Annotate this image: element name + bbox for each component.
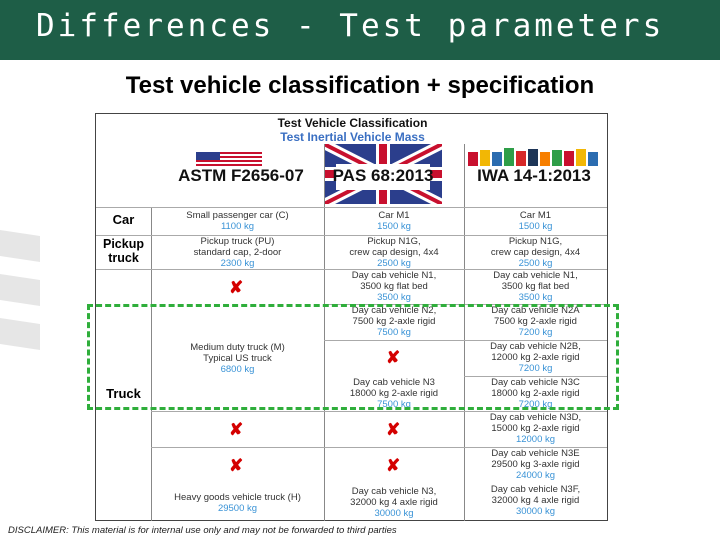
cell-iwa-n3e: Day cab vehicle N3E 29500 kg 3-axle rigid 24000 kg bbox=[491, 448, 580, 481]
background-watermark bbox=[0, 210, 40, 350]
row-label-car: Car bbox=[112, 212, 135, 227]
table-subtitle: Test Inertial Vehicle Mass bbox=[280, 130, 425, 144]
cell-iwa-n3d: Day cab vehicle N3D, 15000 kg 2-axle rigid 12000 kg bbox=[489, 412, 582, 445]
disclaimer: DISCLAIMER: This material is for internal use only and may not be forwarded to third parties bbox=[8, 525, 397, 536]
us-flag-icon bbox=[196, 152, 262, 166]
standard-astm: ASTM F2656-07 bbox=[178, 166, 304, 185]
not-applicable-cross-icon: ✘ bbox=[229, 278, 244, 297]
cell-pickup-astm: Pickup truck (PU) standard cap, 2-door 2300 kg bbox=[193, 236, 282, 269]
cell-iwa-n3c: Day cab vehicle N3C 18000 kg 2-axle rigid 7200 kg bbox=[491, 377, 580, 410]
divider bbox=[96, 207, 607, 208]
cell-pas-n3b: Day cab vehicle N3, 32000 kg 4 axle rigid 30000 kg bbox=[350, 486, 438, 519]
cell-truck-astm-medium: Medium duty truck (M) Typical US truck 6800 kg bbox=[190, 342, 285, 375]
cell-car-pas: Car M1 1500 kg bbox=[377, 210, 411, 232]
cell-pickup-pas: Pickup N1G, crew cap design, 4x4 2500 kg bbox=[349, 236, 439, 269]
highlight-dashed-box bbox=[87, 304, 619, 410]
not-applicable-cross-icon: ✘ bbox=[386, 348, 401, 367]
row-label-truck: Truck bbox=[106, 386, 141, 401]
not-applicable-cross-icon: ✘ bbox=[386, 420, 401, 439]
cell-truck-astm-heavy: Heavy goods vehicle truck (H) 29500 kg bbox=[174, 492, 301, 514]
cell-pas-n3: Day cab vehicle N3 18000 kg 2-axle rigid 7500 kg bbox=[349, 377, 439, 410]
international-flags-icon bbox=[468, 148, 600, 166]
cell-pas-n2: Day cab vehicle N2, 7500 kg 2-axle rigid 7500 kg bbox=[351, 305, 437, 338]
not-applicable-cross-icon: ✘ bbox=[229, 420, 244, 439]
standard-iwa: IWA 14-1:2013 bbox=[477, 166, 591, 185]
row-label-pickup: Pickup truck bbox=[103, 237, 144, 265]
cell-iwa-n2b: Day cab vehicle N2B, 12000 kg 2-axle rigid 7200 kg bbox=[490, 341, 581, 374]
cell-car-iwa: Car M1 1500 kg bbox=[518, 210, 553, 232]
not-applicable-cross-icon: ✘ bbox=[229, 456, 244, 475]
cell-pas-n1: Day cab vehicle N1, 3500 kg flat bed 3500 kg bbox=[351, 270, 437, 303]
title-bar bbox=[0, 0, 720, 60]
table-title: Test Vehicle Classification bbox=[277, 116, 428, 130]
slide-title: Differences - Test parameters bbox=[36, 8, 665, 44]
cell-iwa-n1: Day cab vehicle N1, 3500 kg flat bed 3500 kg bbox=[493, 270, 578, 303]
standard-pas: PAS 68:2013 bbox=[332, 166, 434, 185]
slide-subtitle: Test vehicle classification + specification bbox=[125, 72, 595, 99]
cell-iwa-n3f: Day cab vehicle N3F, 32000 kg 4 axle rigid 30000 kg bbox=[490, 484, 581, 517]
cell-car-astm: Small passenger car (C) 1100 kg bbox=[186, 210, 289, 232]
not-applicable-cross-icon: ✘ bbox=[386, 456, 401, 475]
cell-iwa-n2a: Day cab vehicle N2A 7500 kg 2-axle rigid 7200 kg bbox=[491, 305, 580, 338]
cell-pickup-iwa: Pickup N1G, crew cap design, 4x4 2500 kg bbox=[490, 236, 581, 269]
